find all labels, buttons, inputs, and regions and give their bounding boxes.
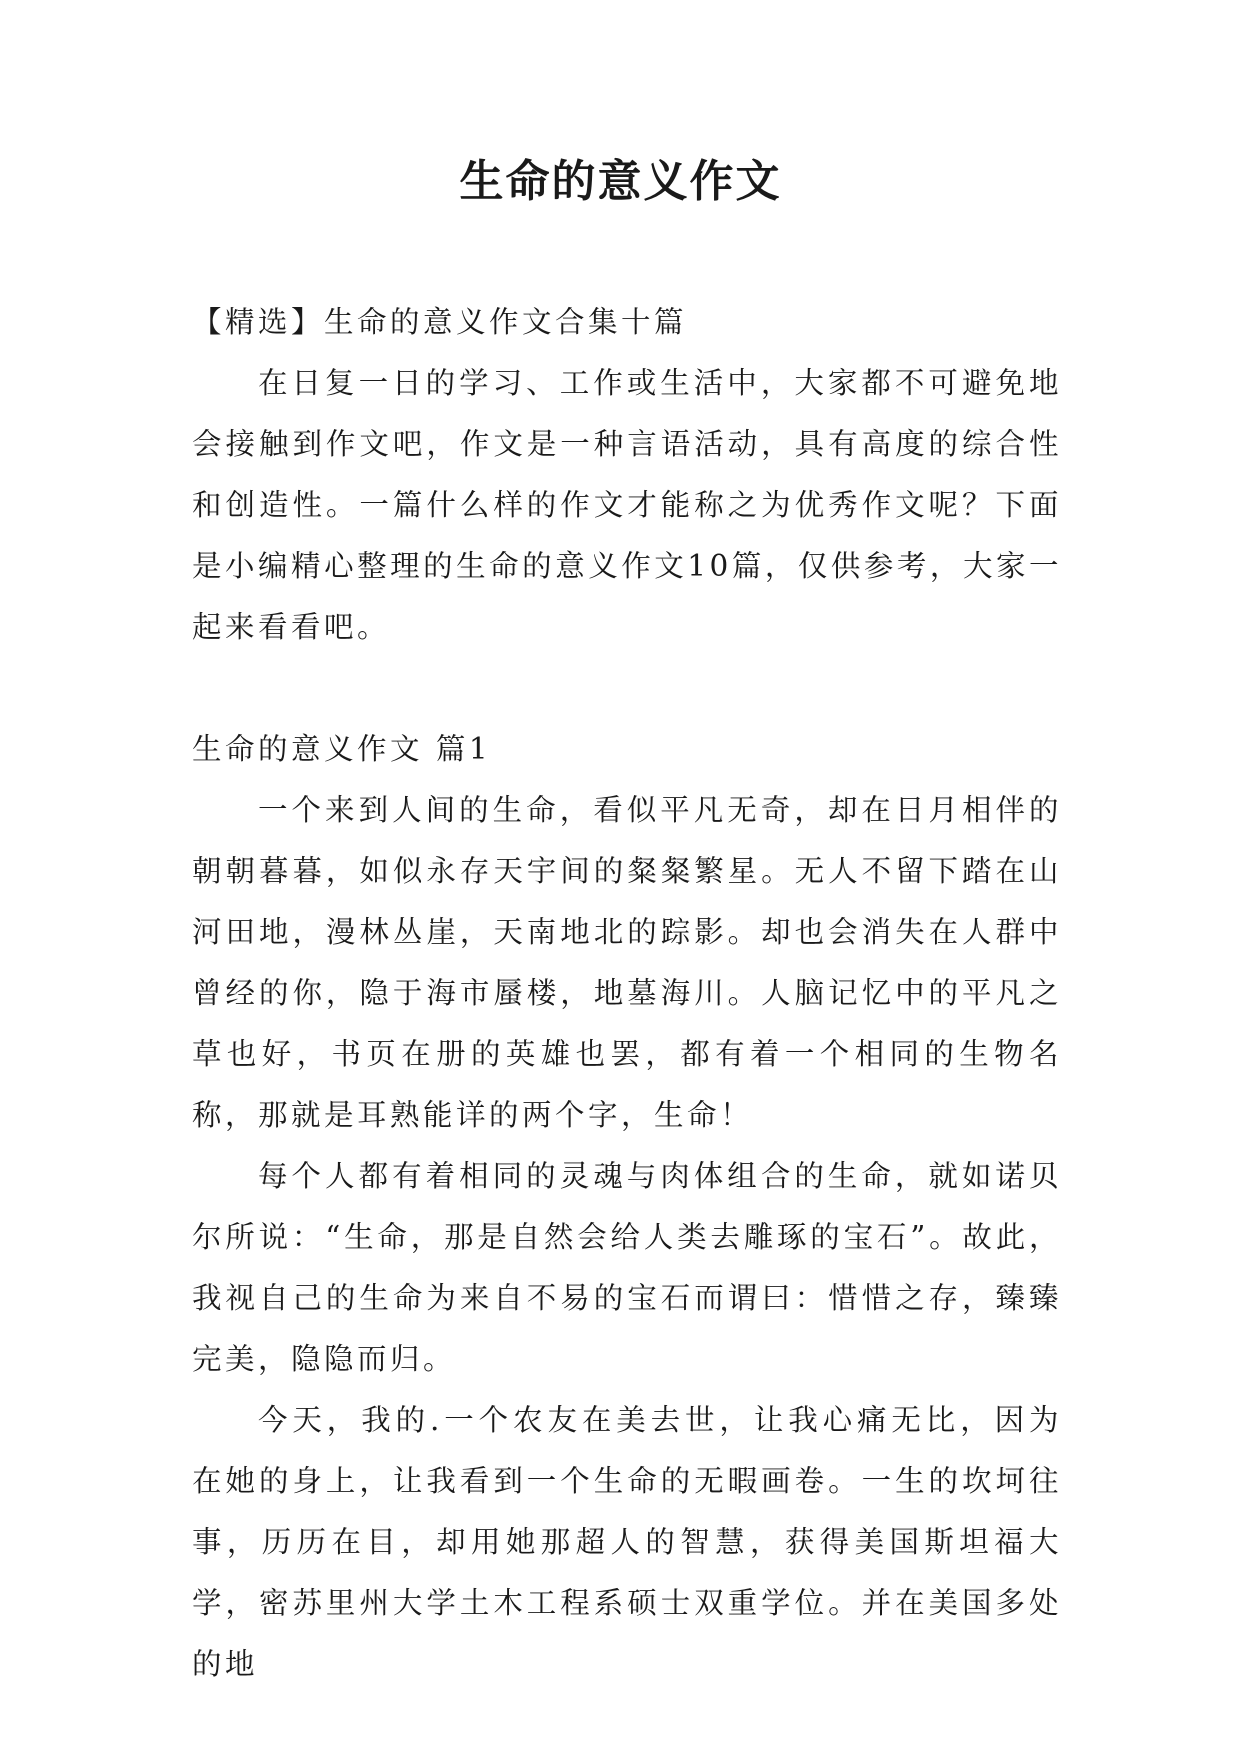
section-heading: 生命的意义作文 篇1 <box>192 732 492 766</box>
section-paragraph: 一个来到人间的生命，看似平凡无奇，却在日月相伴的朝朝暮暮，如似永存天宇间的粲粲繁星。无人不留下踏在山河田地，漫林丛崖，天南地北的踪影。却也会消失在人群中曾经的你，隐于海市蜃楼，地墓海川。人脑记忆中的平凡之草也好，书页在册的英雄也罢，都有着一个相同的生物名称，那就是耳熟能详的两个字，生命！ <box>192 793 1062 1132</box>
intro-paragraph: 在日复一日的学习、工作或生活中，大家都不可避免地会接触到作文吧，作文是一种言语活动，具有高度的综合性和创造性。一篇什么样的作文才能称之为优秀作文呢？下面是小编精心整理的生命的意义作文10篇，仅供参考，大家一起来看看吧。 <box>192 366 1062 644</box>
document-body <box>192 292 1062 1695</box>
document-title: 生命的意义作文 <box>459 156 782 207</box>
section-paragraph: 每个人都有着相同的灵魂与肉体组合的生命，就如诺贝尔所说：“生命，那是自然会给人类去雕琢的宝石”。故此，我视自己的生命为来自不易的宝石而谓曰：惜惜之存，臻臻完美，隐隐而归。 <box>192 1159 1062 1376</box>
document-subtitle: 【精选】生命的意义作文合集十篇 <box>192 305 688 339</box>
section-paragraph: 今天，我的.一个农友在美去世，让我心痛无比，因为在她的身上，让我看到一个生命的无暇画卷。一生的坎坷往事，历历在目，却用她那超人的智慧，获得美国斯坦福大学，密苏里州大学土木工程系硕士双重学位。并在美国多处的地 <box>192 1403 1062 1681</box>
